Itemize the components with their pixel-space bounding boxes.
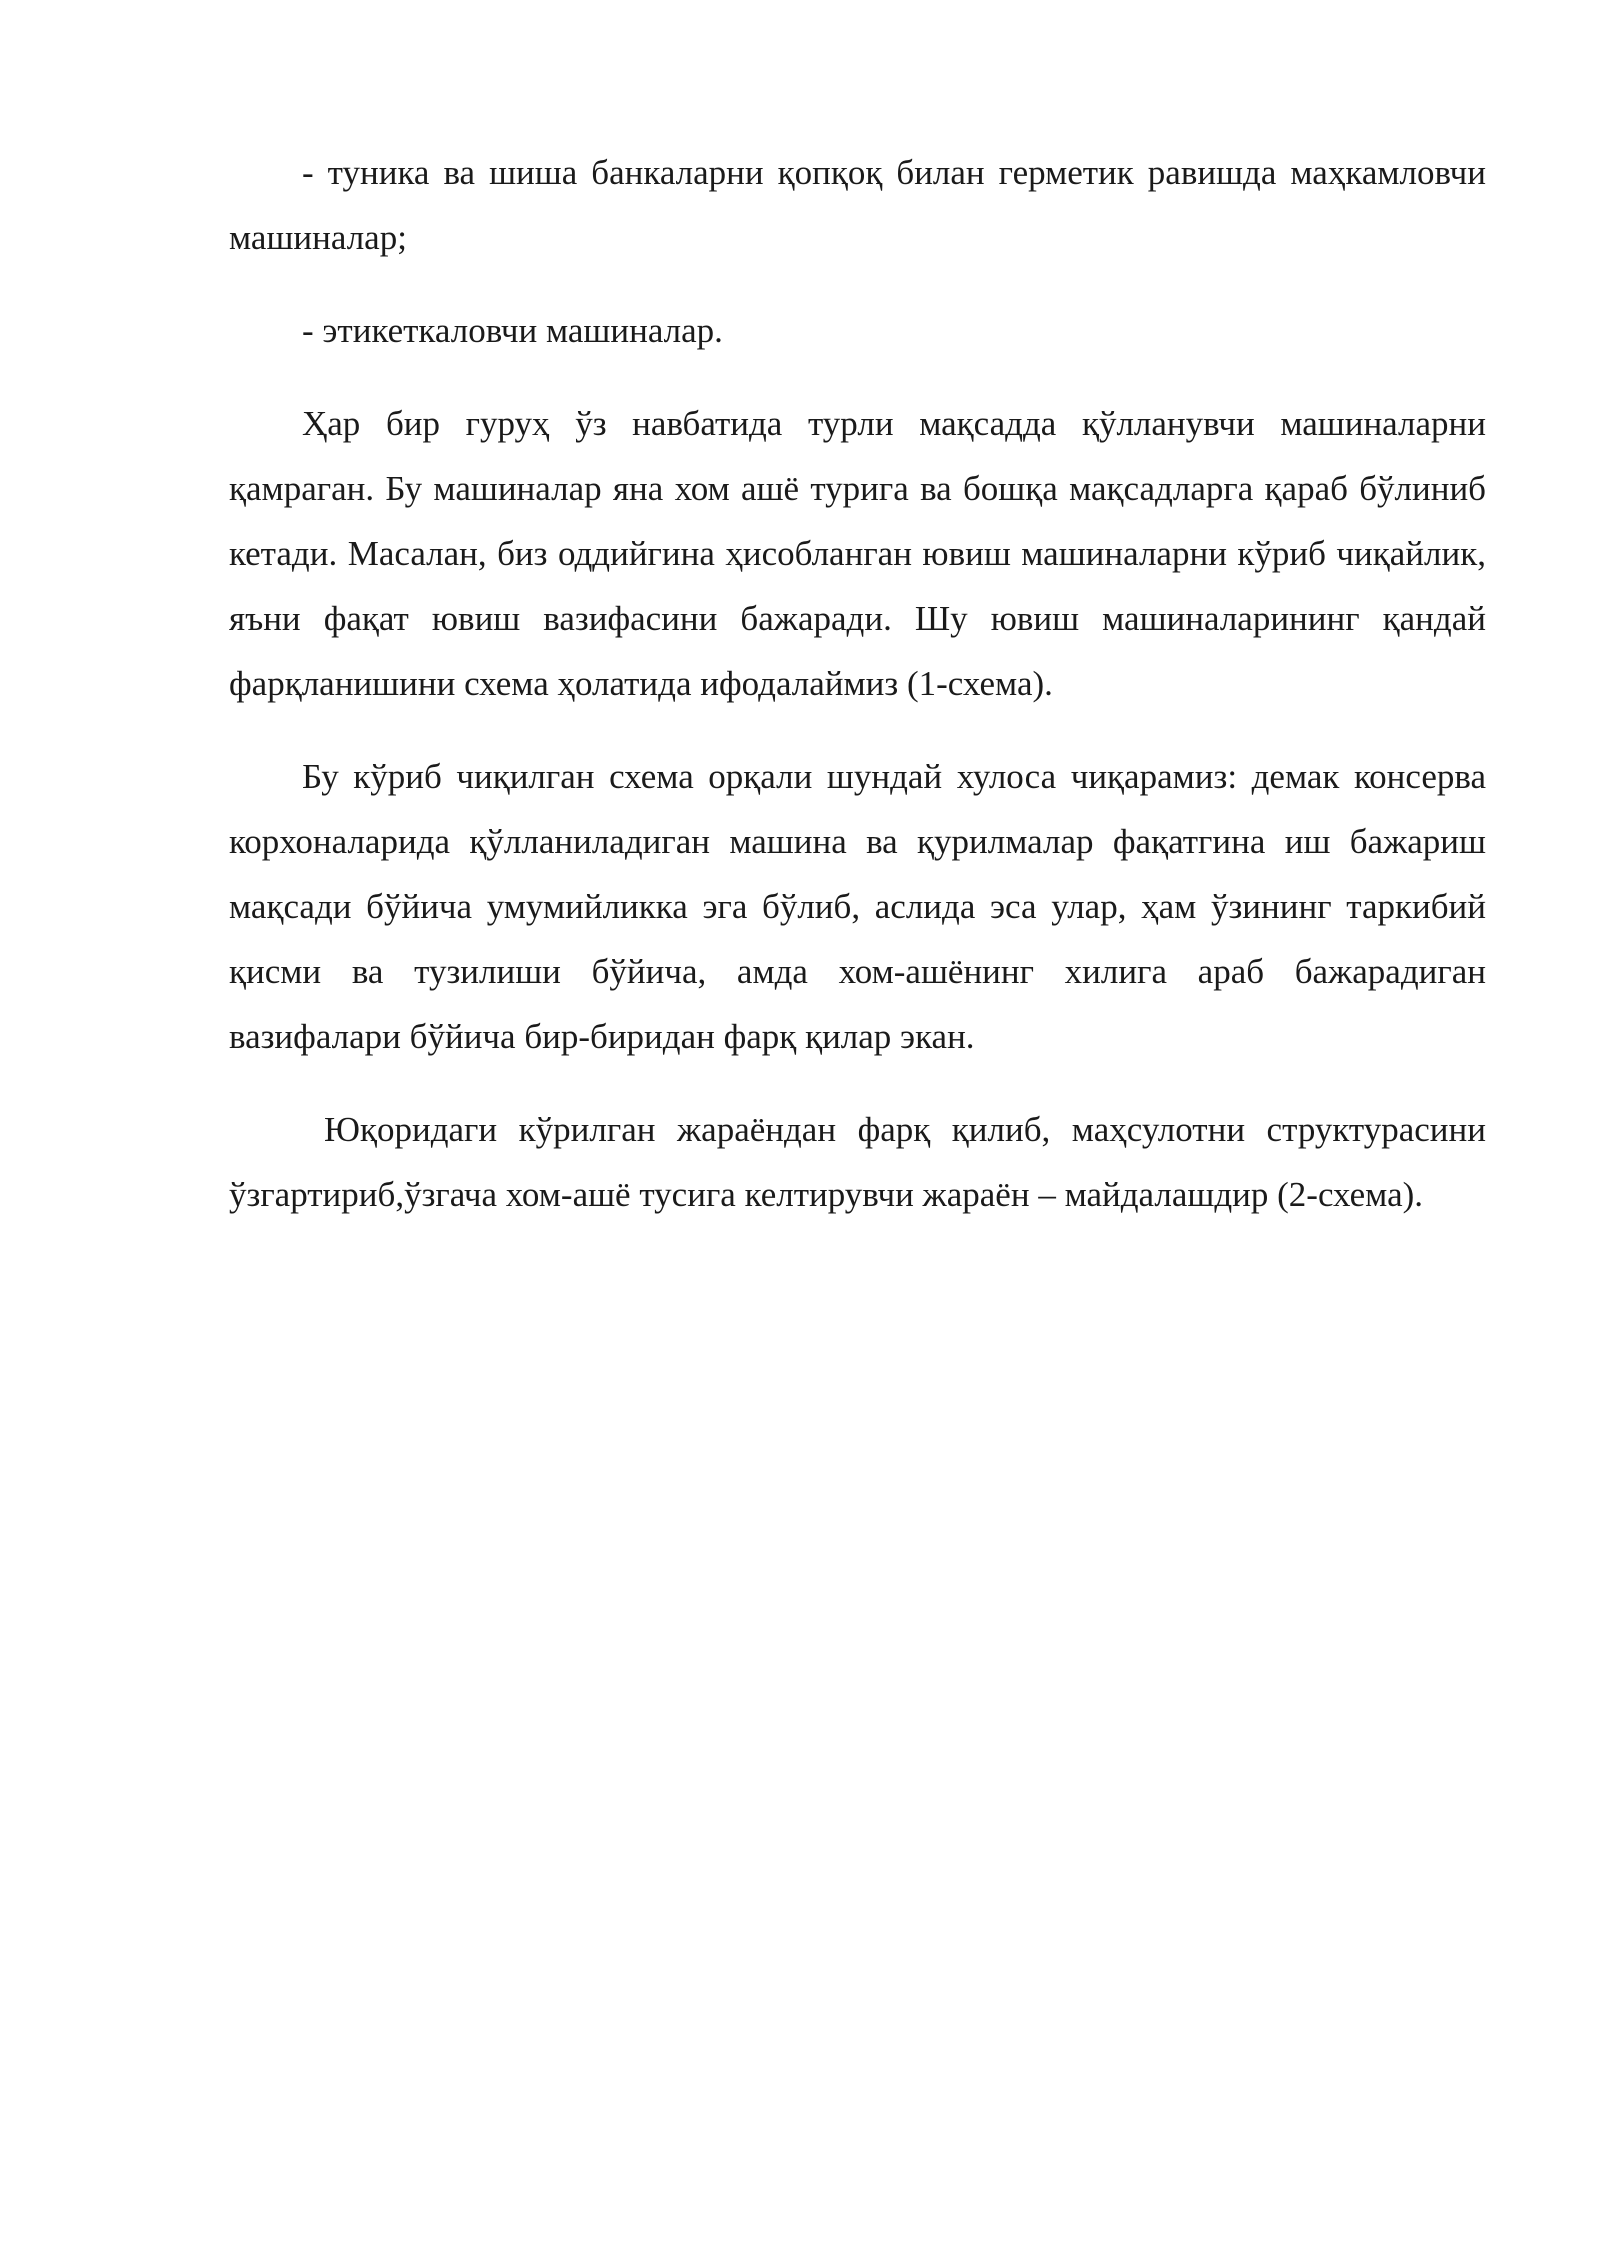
paragraph-list-item-sealing-machines: - туника ва шиша банкаларни қопқоқ билан герметик равишда маҳкамловчи машиналар;	[229, 153, 1486, 257]
paragraph-list-item-labeling-machines: - этикеткаловчи машиналар.	[302, 311, 723, 350]
paragraph-scheme-conclusion: Бу кўриб чиқилган схема орқали шундай хулоса чиқарамиз: демак консерва корхоналарида қўлланиладиган машина ва қурилмалар фақатгина иш бажариш мақсади бўйича умумийликка эга бўлиб, аслида эса улар, ҳам ўзининг таркибий қисми ва тузилиши бўйича, амда хом-ашёнинг хилига араб бажарадиган вазифалари бўйича бир-биридан фарқ қилар экан.	[229, 757, 1486, 1056]
paragraph-grinding-process: Юқоридаги кўрилган жараёндан фарқ қилиб, маҳсулотни структурасини ўзгартириб,ўзгача хом-ашё тусига келтирувчи жараён – майдалашдир (2-схема).	[229, 1110, 1486, 1214]
paragraph-machine-groups: Ҳар бир гуруҳ ўз навбатида турли мақсадда қўлланувчи машиналарни қамраган. Бу машиналар яна хом ашё турига ва бошқа мақсадларга қараб бўлиниб кетади. Масалан, биз оддийгина ҳисобланган ювиш машиналарни кўриб чиқайлик, яъни фақат ювиш вазифасини бажаради. Шу ювиш машиналарининг қандай фарқланишини схема ҳолатида ифодалаймиз (1-схема).	[229, 404, 1486, 703]
document-body	[229, 140, 1486, 1255]
